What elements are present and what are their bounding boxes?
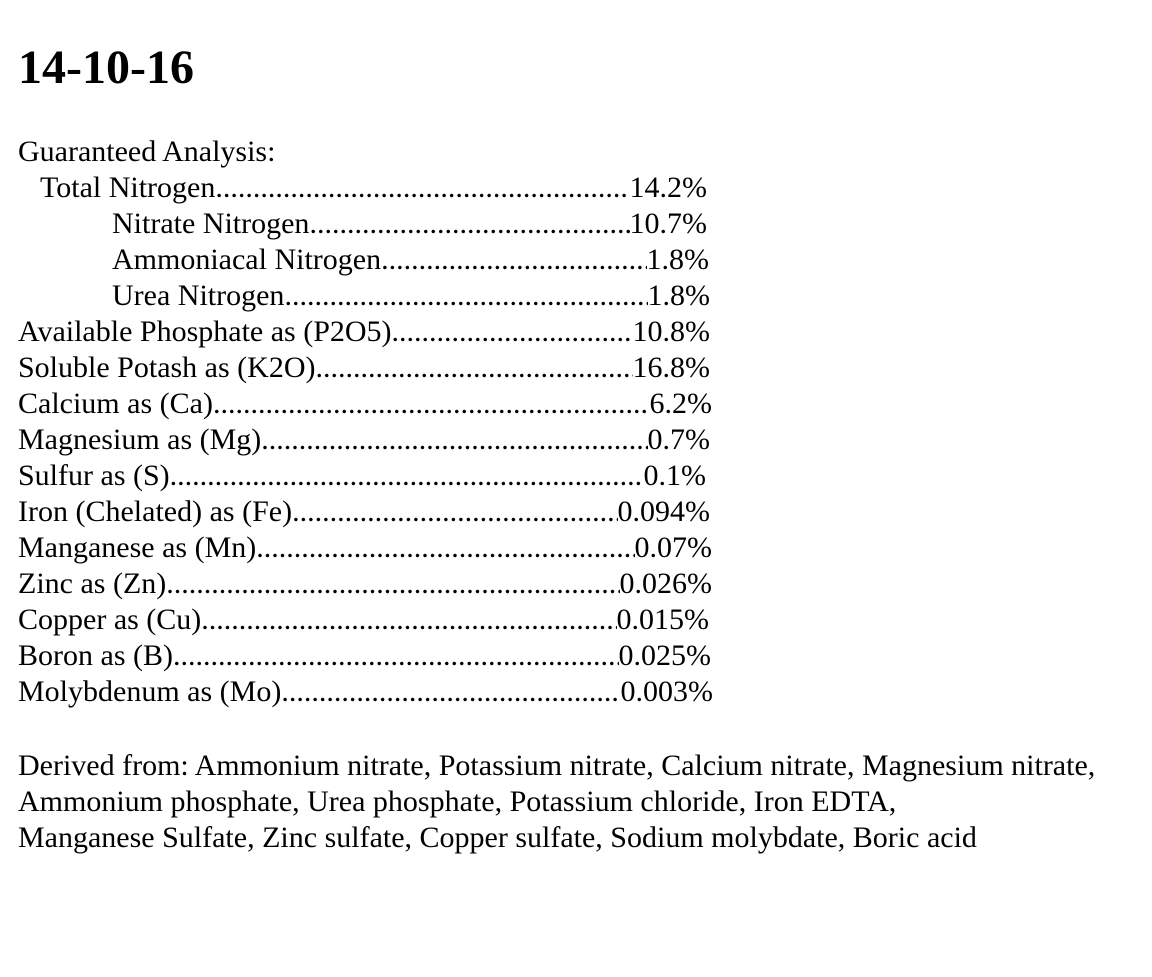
analysis-value: 0.094%: [617, 495, 710, 528]
analysis-value: 0.025%: [618, 639, 711, 672]
analysis-value: 0.026%: [619, 567, 712, 600]
analysis-value: 10.7%: [629, 207, 707, 240]
analysis-row-potash: [18, 350, 710, 386]
analysis-label: Magnesium as (Mg): [18, 423, 262, 456]
dot-leader: [215, 170, 629, 206]
analysis-row-magnesium: [18, 422, 710, 458]
analysis-value: 0.003%: [620, 675, 713, 708]
dot-leader: [173, 638, 619, 674]
analysis-row-phosphate: [18, 314, 710, 350]
analysis-label: Ammoniacal Nitrogen: [112, 243, 382, 276]
analysis-label: Molybdenum as (Mo): [18, 675, 282, 708]
dot-leader: [201, 602, 616, 638]
analysis-value: 0.015%: [616, 603, 709, 636]
analysis-label: Copper as (Cu): [18, 603, 202, 636]
analysis-value: 0.1%: [643, 459, 706, 492]
dot-leader: [315, 350, 632, 386]
dot-leader: [284, 278, 647, 314]
analysis-value: 1.8%: [646, 243, 709, 276]
analysis-row-copper: [18, 602, 709, 638]
dot-leader: [166, 566, 619, 602]
analysis-label: Available Phosphate as (P2O5): [18, 315, 392, 348]
analysis-row-manganese: [18, 530, 712, 566]
analysis-value: 10.8%: [632, 315, 710, 348]
analysis-label: Urea Nitrogen: [112, 279, 285, 312]
analysis-value: 0.7%: [647, 423, 710, 456]
guaranteed-analysis-section: [18, 134, 713, 710]
dot-leader: [213, 386, 650, 422]
analysis-value: 6.2%: [649, 387, 712, 420]
analysis-label: Sulfur as (S): [18, 459, 170, 492]
page-title: 14-10-16: [18, 41, 194, 94]
analysis-row-sulfur: [18, 458, 706, 494]
analysis-label: Total Nitrogen: [40, 171, 216, 204]
dot-leader: [281, 674, 620, 710]
analysis-row-calcium: [18, 386, 712, 422]
analysis-row-boron: [18, 638, 711, 674]
guaranteed-analysis-heading: Guaranteed Analysis:: [18, 135, 276, 168]
analysis-label: Manganese as (Mn): [18, 531, 257, 564]
analysis-value: 1.8%: [647, 279, 710, 312]
analysis-label: Boron as (B): [18, 639, 173, 672]
analysis-label: Soluble Potash as (K2O): [18, 351, 316, 384]
dot-leader: [292, 494, 617, 530]
analysis-label: Zinc as (Zn): [18, 567, 167, 600]
analysis-row-nitrate-nitrogen: [112, 206, 707, 242]
analysis-value: 14.2%: [629, 171, 707, 204]
analysis-value: 16.8%: [632, 351, 710, 384]
analysis-label: Calcium as (Ca): [18, 387, 213, 420]
dot-leader: [256, 530, 634, 566]
analysis-row-molybdenum: [18, 674, 713, 710]
analysis-row-zinc: [18, 566, 712, 602]
dot-leader: [170, 458, 644, 494]
analysis-row-urea-nitrogen: [112, 278, 710, 314]
derived-from-line: Manganese Sulfate, Zinc sulfate, Copper sulfate, Sodium molybdate, Boric acid: [18, 821, 977, 854]
analysis-row-ammoniacal-nitrogen: [112, 242, 709, 278]
analysis-label: Nitrate Nitrogen: [112, 207, 310, 240]
derived-from-line: Ammonium phosphate, Urea phosphate, Potassium chloride, Iron EDTA,: [18, 785, 897, 818]
dot-leader: [309, 206, 629, 242]
analysis-label: Iron (Chelated) as (Fe): [18, 495, 293, 528]
dot-leader: [261, 422, 647, 458]
dot-leader: [392, 314, 633, 350]
derived-from-line: Derived from: Ammonium nitrate, Potassium nitrate, Calcium nitrate, Magnesium nitrate,: [18, 749, 1096, 782]
derived-from-section: [18, 748, 1148, 856]
dot-leader: [381, 242, 646, 278]
analysis-row-total-nitrogen: [40, 170, 707, 206]
analysis-row-iron: [18, 494, 710, 530]
analysis-value: 0.07%: [634, 531, 712, 564]
